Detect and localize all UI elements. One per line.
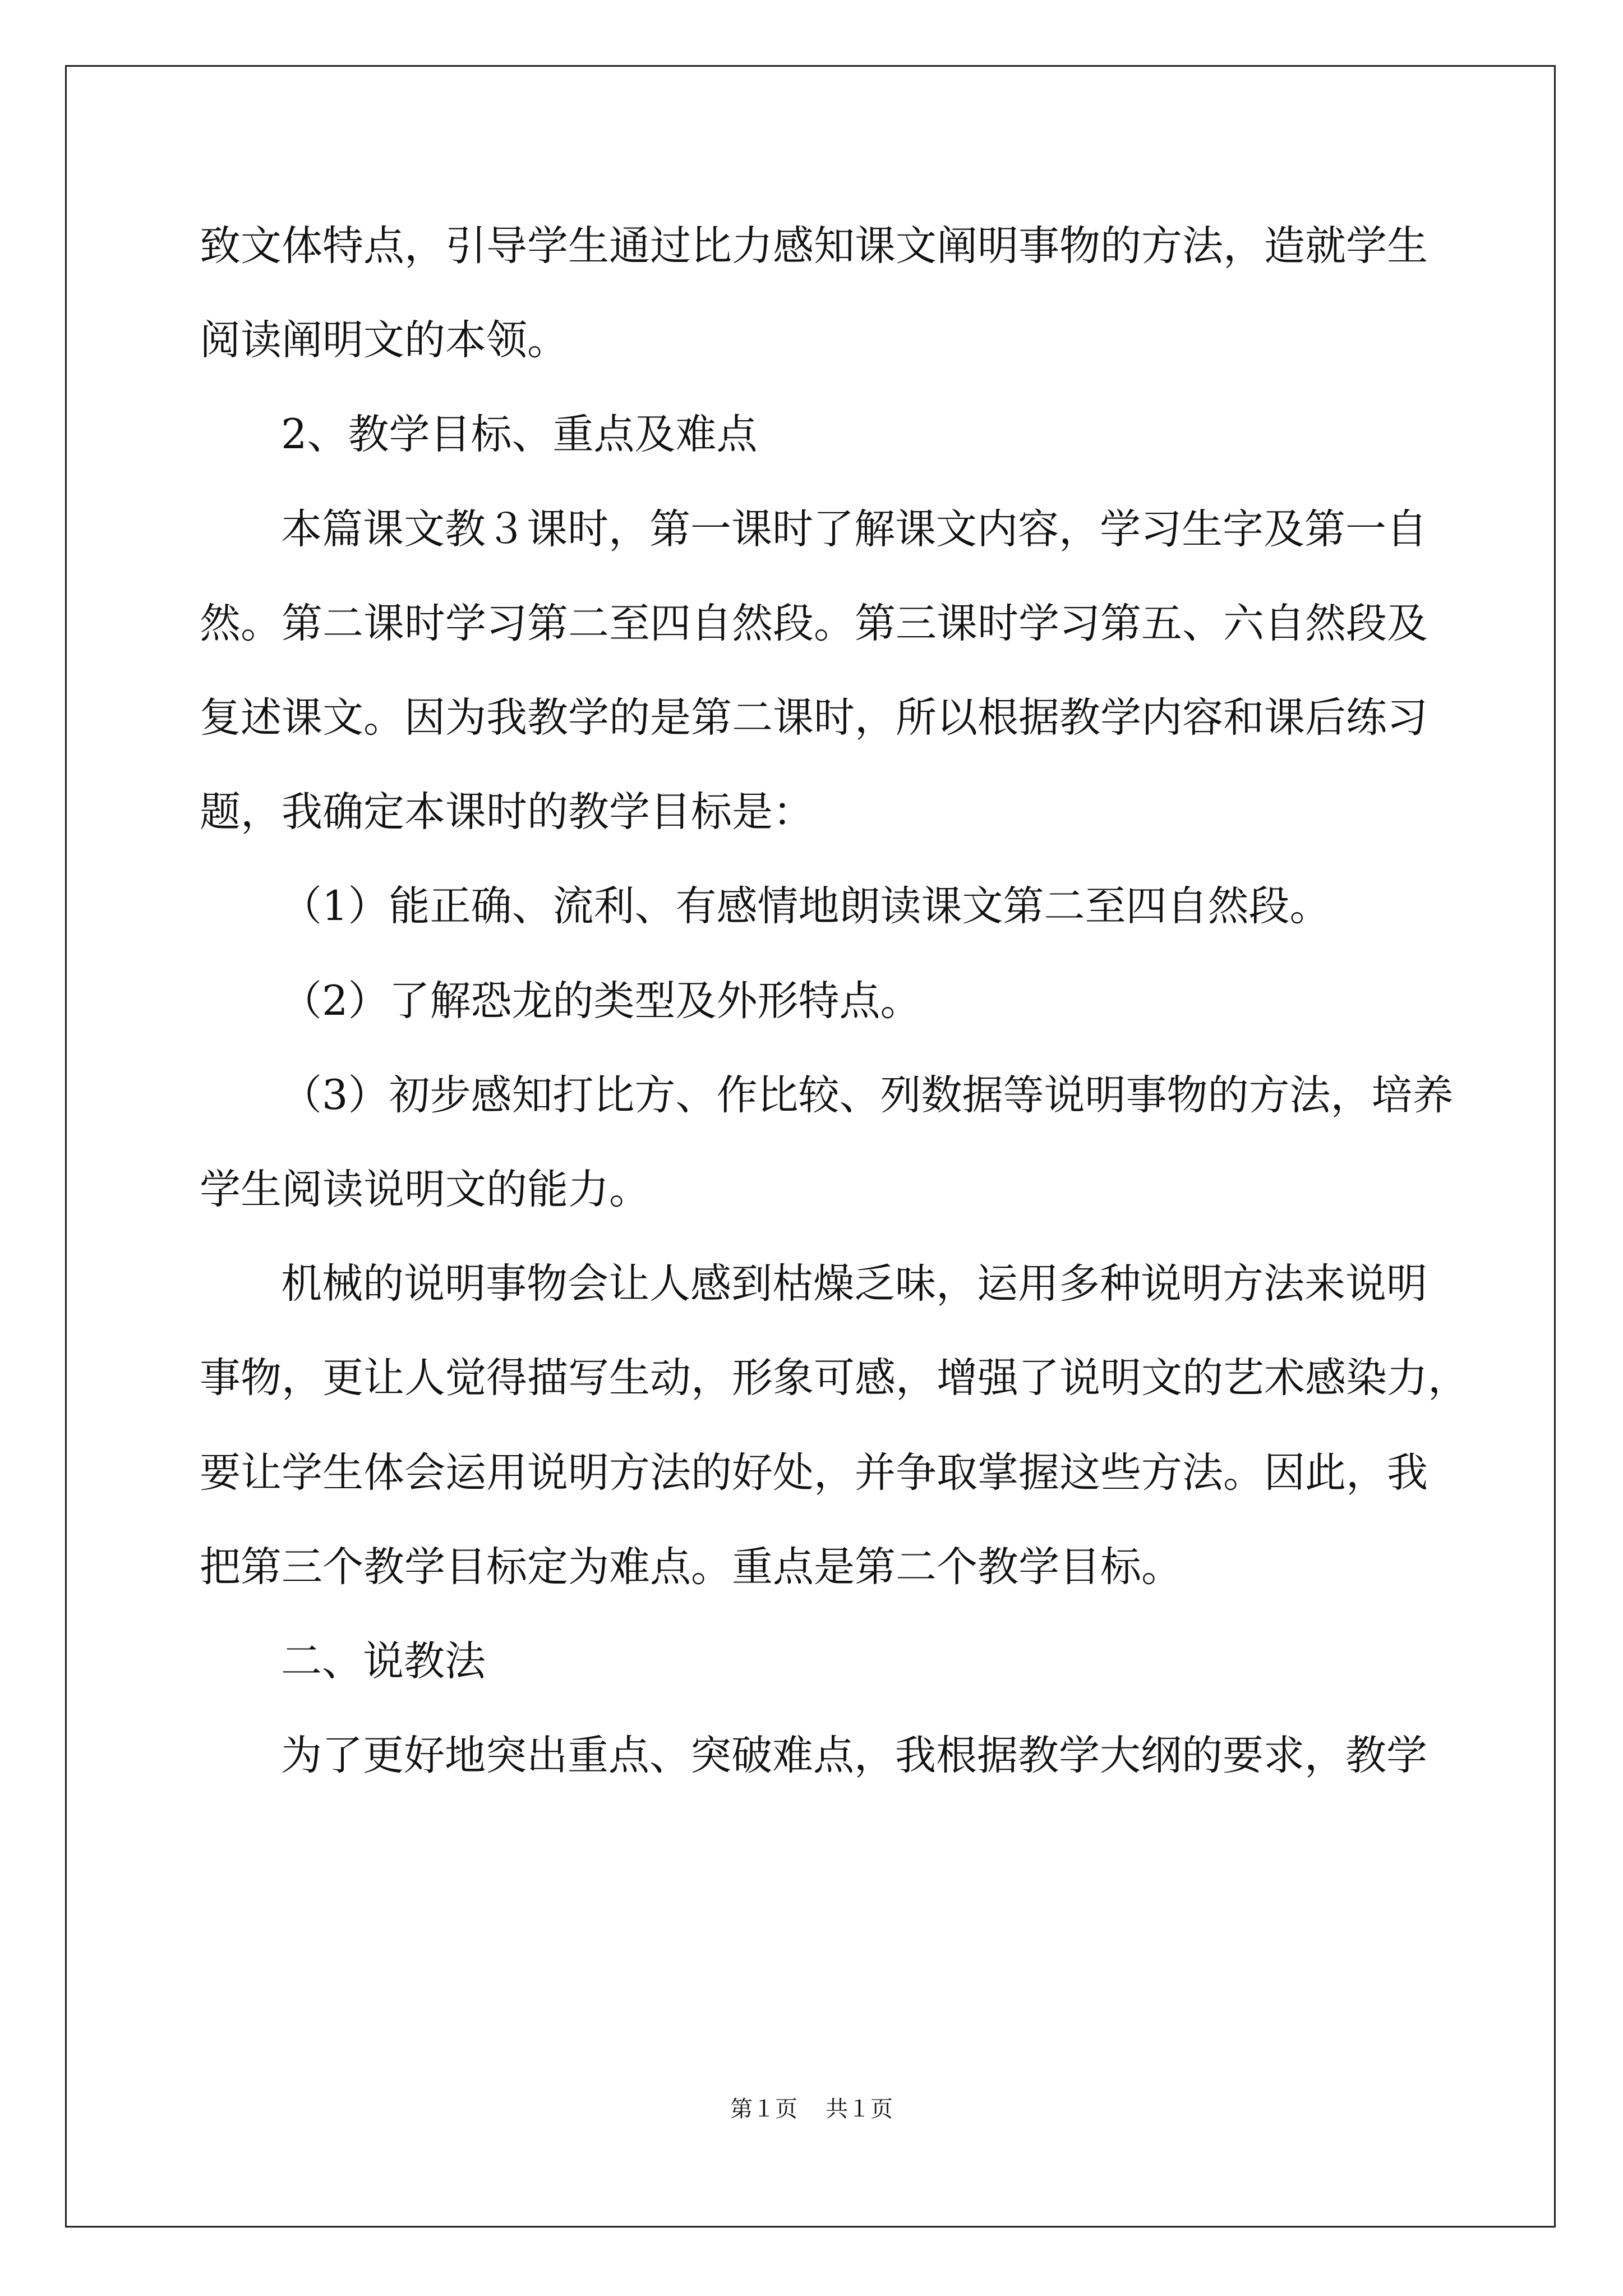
text-line-13: 事物，更让人觉得描写生动，形象可感，增强了说明文的艺术感染力， [200, 1354, 1469, 1402]
page-number: 第１页 [730, 2096, 797, 2122]
text-line-5: 然。第二课时学习第二至四自然段。第三课时学习第五、六自然段及 [200, 600, 1428, 647]
text-line-15: 把第三个教学目标定为难点。重点是第二个教学目标。 [200, 1543, 1182, 1591]
text-line-1: 致文体特点，引导学生通过比力感知课文阐明事物的方法，造就学生 [200, 222, 1428, 270]
objective-item-1: （1）能正确、流利、有感情地朗读课文第二至四自然段。 [281, 882, 1331, 930]
objective-item-3: （3）初步感知打比方、作比较、列数据等说明事物的方法，培养 [281, 1071, 1454, 1119]
document-body [200, 218, 1469, 2069]
section-heading-teaching-method: 二、说教法 [281, 1637, 486, 1685]
text-line-2: 阅读阐明文的本领。 [200, 316, 568, 364]
text-line-4: 本篇课文教３课时，第一课时了解课文内容，学习生字及第一自 [281, 505, 1427, 553]
text-line-14: 要让学生体会运用说明方法的好处，并争取掌握这些方法。因此，我 [200, 1449, 1428, 1497]
section-heading-objectives: 2、教学目标、重点及难点 [281, 411, 758, 458]
text-line-6: 复述课文。因为我教学的是第二课时，所以根据教学内容和课后练习 [200, 694, 1428, 742]
text-line-7: 题，我确定本课时的教学目标是： [200, 788, 814, 836]
page-total: 共１页 [826, 2096, 893, 2122]
page-footer [0, 2092, 1623, 2126]
objective-item-2: （2）了解恐龙的类型及外形特点。 [281, 977, 921, 1025]
text-line-12: 机械的说明事物会让人感到枯燥乏味，运用多种说明方法来说明 [281, 1260, 1427, 1308]
text-line-17: 为了更好地突出重点、突破难点，我根据教学大纲的要求，教学 [281, 1732, 1427, 1779]
text-line-11: 学生阅读说明文的能力。 [200, 1166, 650, 1213]
